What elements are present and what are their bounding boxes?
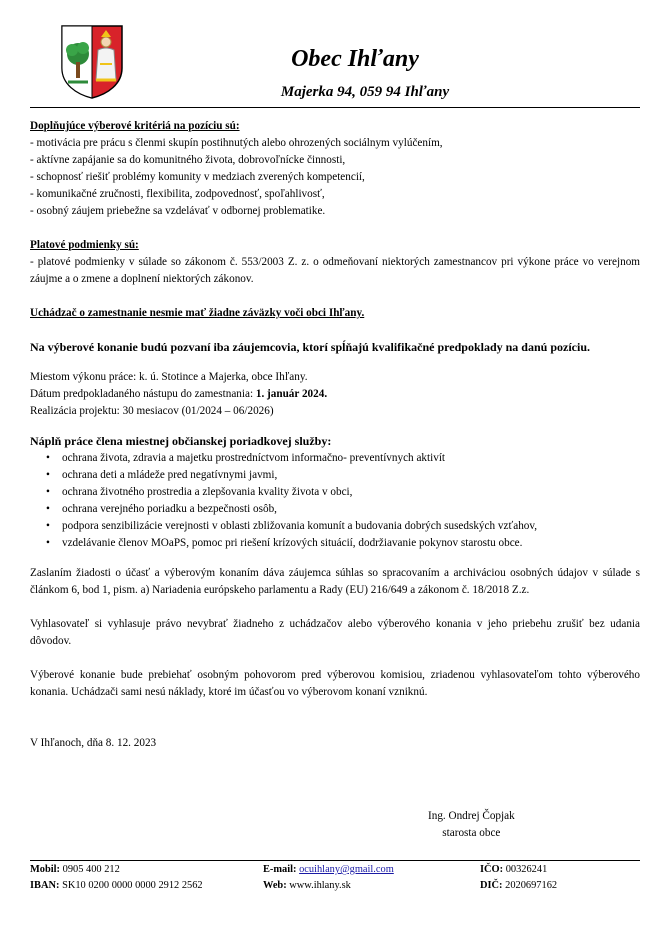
duty-item: • ochrana deti a mládeže pred negatívnymi javmi, <box>62 467 640 484</box>
address: Majerka 94, 059 94 Ihľany <box>280 84 450 100</box>
date-line: V Ihľanoch, dňa 8. 12. 2023 <box>30 737 157 749</box>
mobile-value: 0905 400 212 <box>62 864 120 875</box>
criteria-item: - motivácia pre prácu s členmi skupín postihnutých alebo ohrozených sociálnym vylúčením, <box>30 137 443 149</box>
dic-value: 2020697162 <box>505 880 558 891</box>
start-date-value: 1. január 2024. <box>255 388 328 400</box>
iban-value: SK10 0200 0000 0000 2912 2562 <box>62 880 203 891</box>
criteria-item: - osobný záujem priebežne sa vzdelávať v odbornej problematike. <box>30 205 326 217</box>
gdpr-paragraph: Zaslaním žiadosti o účasť a výberovým konaním dáva záujemca súhlas so spracovaním a archiváciou osobných údajov v súlade s článkom 6, bod 1, pism. a) Nariadenia európskeho parlamentu a Rady (EU) 216/649 a zákonom č. 18/2018 Z.z. <box>30 567 640 596</box>
duties-heading: Náplň práce člena miestnej občianskej poriadkovej služby: <box>30 434 332 448</box>
duty-item: • ochrana životného prostredia a zlepšovania kvality života v obci, <box>62 484 640 501</box>
work-place: Miestom výkonu práce: k. ú. Stotince a Majerka, obce Ihľany. <box>30 371 308 383</box>
footer-divider <box>30 860 640 861</box>
notice-obligations: Uchádzač o zamestnanie nesmie mať žiadne záväzky voči obci Ihľany. <box>30 307 365 319</box>
notice-invitation: Na výberové konanie budú pozvaní iba záujemcovia, ktorí spĺňajú kvalifikačné predpoklady na danú pozíciu. <box>30 340 590 354</box>
document-body <box>30 118 640 752</box>
criteria-list <box>30 135 640 220</box>
signatory-name: Ing. Ondrej Čopjak <box>428 810 515 822</box>
criteria-item: - schopnosť riešiť problémy komunity v medziach zverených kompetencií, <box>30 171 365 183</box>
project-duration: Realizácia projektu: 30 mesiacov (01/2024 – 06/2026) <box>30 405 274 417</box>
salary-text: - platové podmienky v súlade so zákonom č. 553/2003 Z. z. o odmeňovaní niektorých zamestnancov pri výkone práce vo verejnom záujme a o zmene a doplnení niektorých zákonov. <box>30 256 640 285</box>
duty-item: • ochrana života, zdravia a majetku prostredníctvom informačno- preventívnych aktivít <box>62 450 640 467</box>
web-link[interactable]: www.ihlany.sk <box>289 880 351 891</box>
salary-heading: Platové podmienky sú: <box>30 239 139 251</box>
ico-label: IČO: <box>480 864 504 875</box>
iban-label: IBAN: <box>30 880 60 891</box>
dic-label: DIČ: <box>480 880 503 891</box>
mobile-label: Mobil: <box>30 864 61 875</box>
email-label: E-mail: <box>263 864 297 875</box>
duty-item: • vzdelávanie členov MOaPS, pomoc pri riešení krízových situácií, dodržiavanie pokynov starostu obce. <box>62 535 640 552</box>
ico-value: 00326241 <box>505 864 548 875</box>
email-link[interactable]: ocuihlany@gmail.com <box>299 864 394 875</box>
page-title: Obec Ihľany <box>291 46 419 72</box>
header-divider <box>30 107 640 108</box>
criteria-item: - aktívne zapájanie sa do komunitného života, dobrovoľnícke činnosti, <box>30 154 346 166</box>
start-date-label: Dátum predpokladaného nástupu do zamestnania: <box>30 388 256 400</box>
signature-block <box>428 808 515 842</box>
criteria-heading: Doplňujúce výberové kritériá na pozíciu sú: <box>30 120 240 132</box>
start-date <box>30 386 640 403</box>
rights-paragraph: Vyhlasovateľ si vyhlasuje právo nevybrať žiadneho z uchádzačov alebo výberového konania v jeho priebehu zrušiť bez udania dôvodov. <box>30 618 640 647</box>
signatory-role: starosta obce <box>442 827 501 839</box>
duty-item: • podpora senzibilizácie verejnosti v oblasti zbližovania komunít a budovania dobrých susedských vzťahov, <box>62 518 640 535</box>
duties-list <box>30 450 640 552</box>
criteria-item: - komunikačné zručnosti, flexibilita, zodpovednosť, spoľahlivosť, <box>30 188 325 200</box>
web-label: Web: <box>263 880 287 891</box>
interview-paragraph: Výberové konanie bude prebiehať osobným pohovorom pred výberovou komisiou, zriadenou vyhlasovateľom tohto výberového konania. Uchádzači sami nesú náklady, ktoré im účasťou vo výberovom konaní vzniknú. <box>30 669 640 698</box>
duty-item: • ochrana verejného poriadku a bezpečnosti osôb, <box>62 501 640 518</box>
